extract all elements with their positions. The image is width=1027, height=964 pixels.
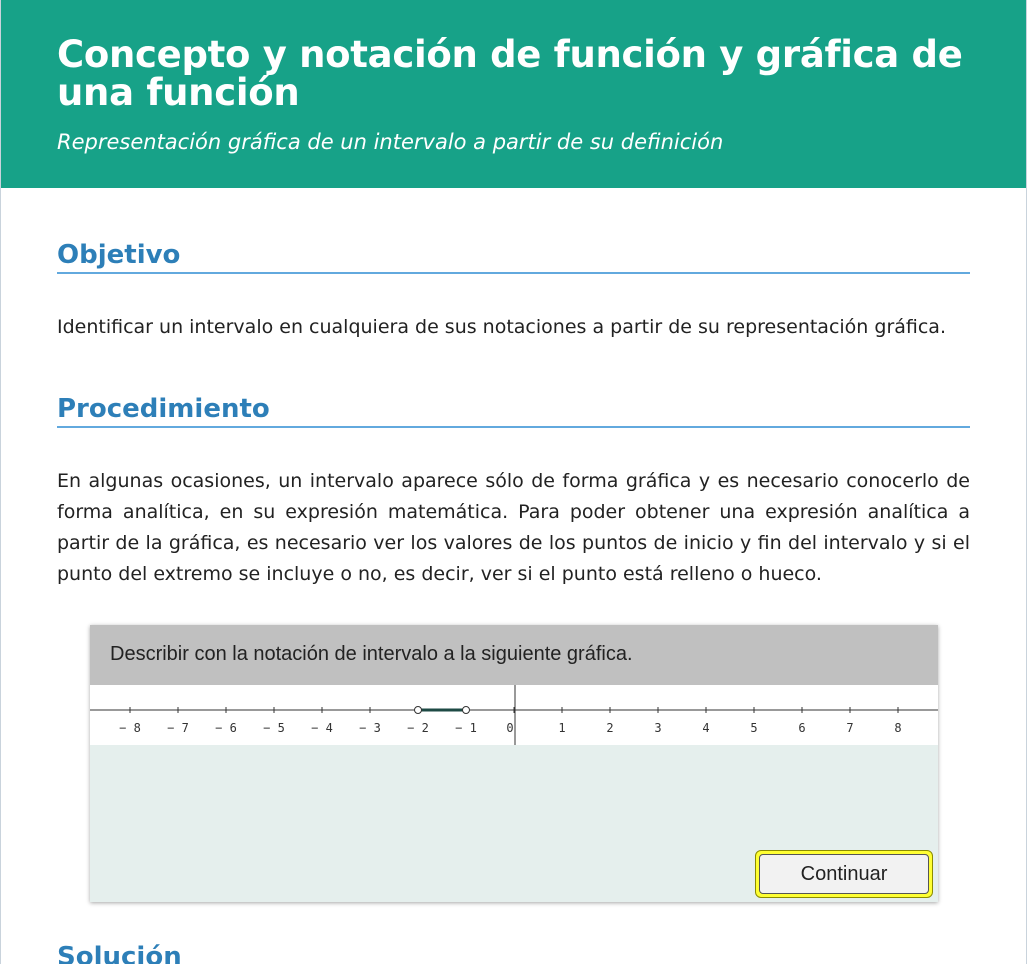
tick-label: 0 xyxy=(506,721,514,735)
tick-label: 1 xyxy=(558,721,566,735)
tick-label: 5 xyxy=(750,721,758,735)
objetivo-text: Identificar un intervalo en cualquiera de sus notaciones a partir de su representación gráfica. xyxy=(57,316,946,338)
applet-prompt: Describir con la notación de intervalo a la siguiente gráfica. xyxy=(90,625,938,685)
tick-label: − 6 xyxy=(215,721,237,735)
interval-end-point xyxy=(463,707,470,714)
page-header xyxy=(1,0,1026,188)
section-title-objetivo: Objetivo xyxy=(57,240,970,274)
tick-label: − 5 xyxy=(263,721,285,735)
tick-label: 8 xyxy=(894,721,902,735)
tick-label: 6 xyxy=(798,721,806,735)
tick-label: − 2 xyxy=(407,721,429,735)
tick-label: 4 xyxy=(702,721,710,735)
procedimiento-text: En algunas ocasiones, un intervalo aparece sólo de forma gráfica y es necesario conocerlo de forma analítica, en su expresión matemática. Para poder obtener una expresión analítica a partir de la gráfica, es necesario ver los valores de los puntos de inicio y fin del intervalo y si el punto del extremo se incluye o no, es decir, ver si el punto está relleno o hueco. xyxy=(57,470,970,585)
main-content xyxy=(1,240,1026,964)
page-title: Concepto y notación de función y gráfica de una función xyxy=(57,33,963,114)
tick-label: − 1 xyxy=(455,721,477,735)
tick-label: − 7 xyxy=(167,721,189,735)
tick-label: 7 xyxy=(846,721,854,735)
section-title-procedimiento: Procedimiento xyxy=(57,394,970,428)
number-line xyxy=(90,685,938,745)
tick-label: 2 xyxy=(606,721,614,735)
page-subtitle: Representación gráfica de un intervalo a partir de su definición xyxy=(57,130,724,154)
tick-label: − 3 xyxy=(359,721,381,735)
section-title-solucion: Solución xyxy=(57,942,182,964)
continue-button-label: Continuar xyxy=(759,854,929,894)
interactive-applet xyxy=(90,625,938,902)
interval-start-point xyxy=(415,707,422,714)
tick-label: − 8 xyxy=(119,721,141,735)
continue-button[interactable] xyxy=(755,850,933,898)
tick-label: 3 xyxy=(654,721,662,735)
tick-label: − 4 xyxy=(311,721,333,735)
